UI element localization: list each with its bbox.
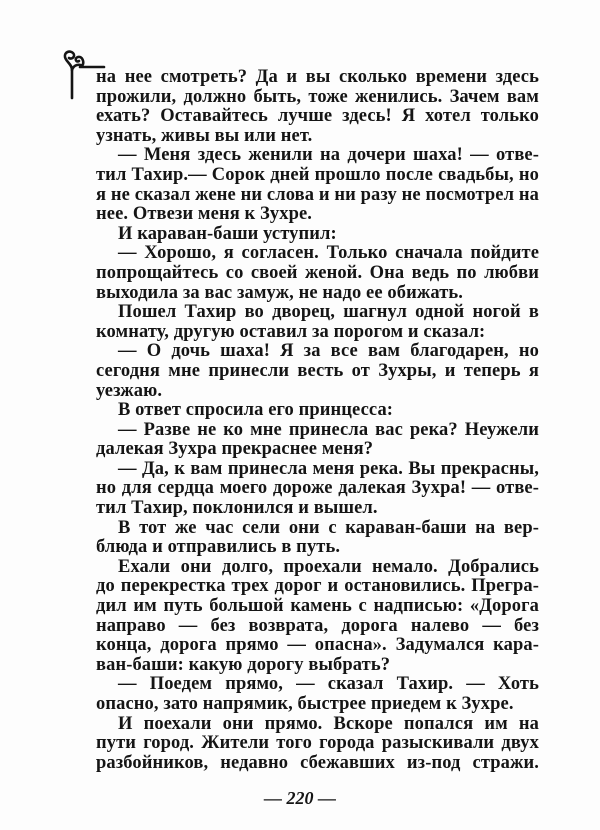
page-number: — 220 —	[264, 788, 336, 808]
text-line: направо — без возврата, дорога налево — без	[96, 615, 539, 636]
text-line: на нее смотреть? Да и вы сколько времени здесь	[96, 67, 539, 87]
body-text	[96, 68, 539, 773]
text-line: узнать, живы вы или нет.	[96, 125, 313, 146]
text-line: прожили, должно быть, тоже женились. Зачем вам	[96, 86, 539, 107]
text-line: нее. Отвези меня к Зухре.	[96, 204, 313, 225]
text-line: — Хорошо, я согласен. Только сначала пойдите	[118, 243, 539, 264]
text-line: но для сердца моего дороже далекая Зухра! — отве-	[96, 478, 539, 499]
text-line: блюда и отправились в путь.	[96, 537, 341, 558]
text-line: уезжаю.	[96, 380, 163, 401]
text-line: В тот же час сели они с караван-баши на вер-	[118, 517, 539, 538]
text-line: опасно, зато напрямик, быстрее приедем к Зухре.	[96, 694, 514, 714]
text-line: разбойников, недавно сбежавших из-под стражи.	[96, 752, 539, 773]
text-line: пути город. Жители того города разыскивали двух	[96, 733, 539, 754]
text-line: И караван-баши уступил:	[118, 223, 337, 244]
text-line: я не сказал жене ни слова и ни разу не посмотрел на	[96, 184, 539, 205]
text-line: дил им путь большой камень с надписью: «Дорога	[96, 596, 539, 617]
text-line: — Меня здесь женили на дочери шаха! — отве-	[118, 145, 539, 166]
text-line: — Поедем прямо, — сказал Тахир. — Хоть	[118, 674, 539, 695]
text-line: ван-баши: какую дорогу выбрать?	[96, 654, 391, 675]
text-line: В ответ спросила его принцесса:	[118, 400, 394, 421]
text-line: сегодня мне принесли весть от Зухры, и теперь я	[96, 360, 539, 381]
text-line: конца, дорога прямо — опасна». Задумался кара-	[96, 635, 539, 656]
text-line: до перекрестка трех дорог и остановились. Прегра-	[96, 576, 539, 597]
text-line: ехать? Оставайтесь лучше здесь! Я хотел только	[96, 106, 539, 127]
text-line: — Разве не ко мне принесла вас река? Неужели	[118, 419, 539, 440]
text-line: попрощайтесь со своей женой. Она ведь по любви	[96, 262, 539, 283]
text-line: тил Тахир, поклонился и вышел.	[96, 498, 378, 519]
text-line: Пошел Тахир во дворец, шагнул одной ногой в	[118, 302, 539, 323]
text-line: тил Тахир.— Сорок дней прошло после свадьбы, но	[96, 164, 539, 185]
text-line: выходила за вас замуж, не надо ее обижать.	[96, 282, 464, 303]
text-line: комнату, другую оставил за порогом и сказал:	[96, 321, 486, 342]
text-line: Ехали они долго, проехали немало. Добрались	[118, 556, 539, 577]
text-line: — О дочь шаха! Я за все вам благодарен, но	[118, 341, 539, 362]
text-line: И поехали они прямо. Вскоре попался им на	[118, 713, 539, 734]
text-line: далекая Зухра прекраснее меня?	[96, 439, 374, 460]
text-line: — Да, к вам принесла меня река. Вы прекрасны,	[118, 458, 539, 479]
